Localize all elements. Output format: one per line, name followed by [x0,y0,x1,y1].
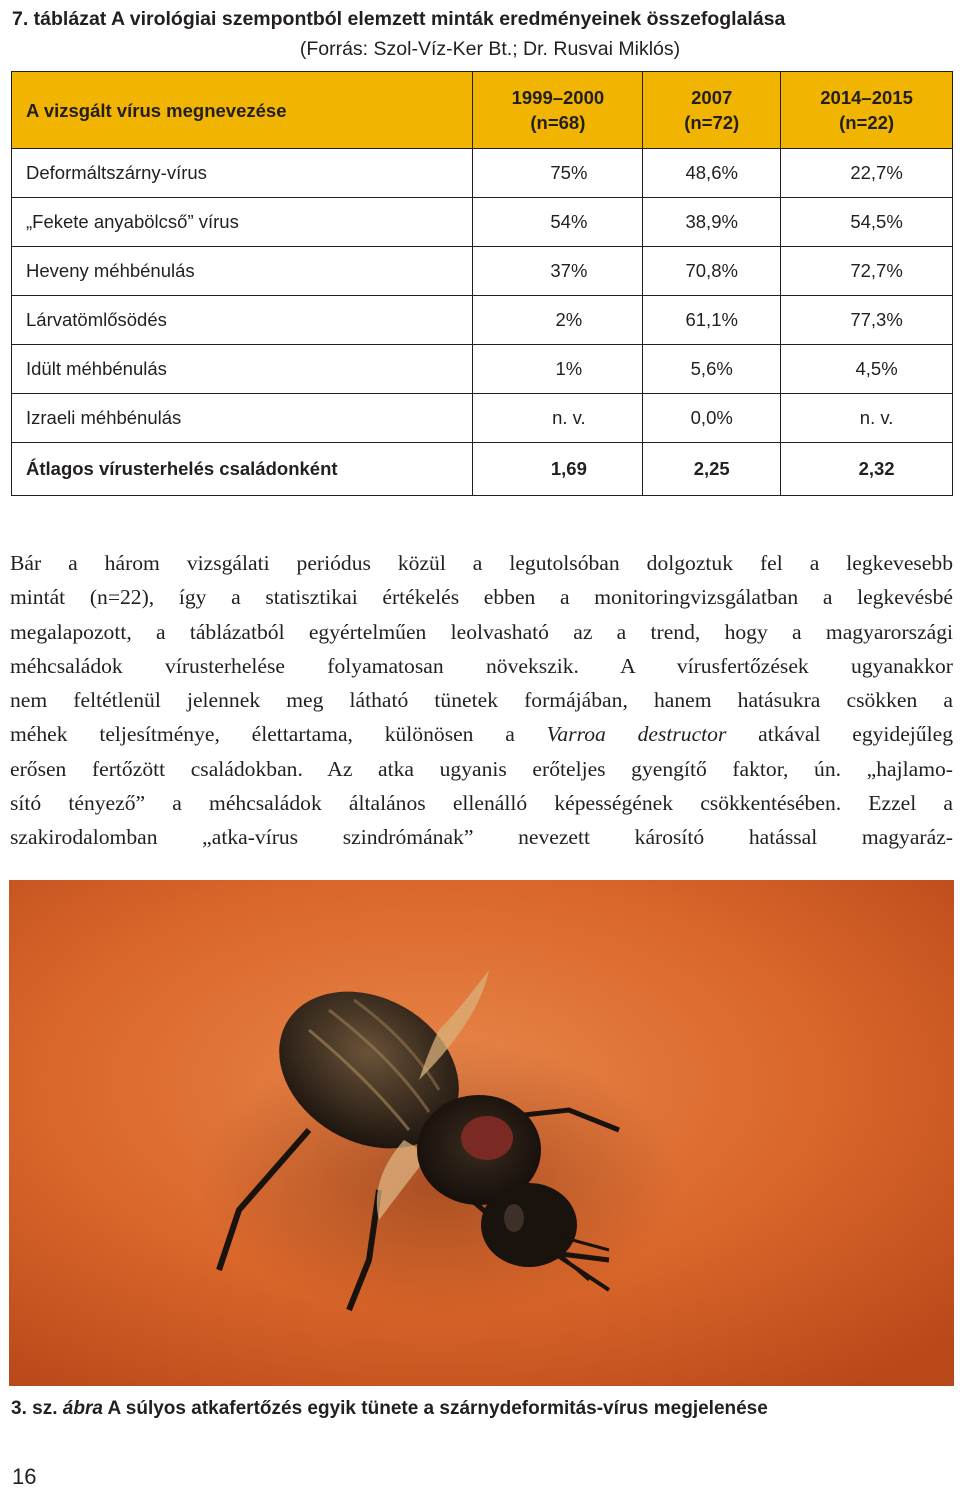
table-caption [12,4,952,64]
table-row [12,198,953,247]
row-value-period-3: 22,7% [781,149,953,198]
header-period-1 [473,72,643,149]
row-value-period-3: 2,32 [781,443,953,496]
body-paragraph [10,546,953,855]
table-caption-source: (Forrás: Szol-Víz-Ker Bt.; Dr. Rusvai Miklós) [299,38,681,60]
row-value-period-3: 77,3% [781,296,953,345]
row-value-period-1: 54% [473,198,643,247]
row-virus-name: „Fekete anyabölcső” vírus [12,198,473,247]
table-row [12,394,953,443]
row-value-period-3: 4,5% [781,345,953,394]
paragraph-line: megalapozott, a táblázatból egyértelműen leolvasható az a trend, hogy a magyarországi [10,619,953,644]
header-period-2 [643,72,781,149]
header-period-3 [781,72,953,149]
row-value-period-1: 37% [473,247,643,296]
row-value-period-1: 1% [473,345,643,394]
figure-caption [11,1398,768,1420]
header-period-2-n: (n=72) [684,112,740,133]
bee-photo [9,880,954,1386]
species-name: Varroa destructor [546,722,727,747]
table-row [12,247,953,296]
header-virus-name: A vizsgált vírus megnevezése [12,72,473,149]
row-virus-name: Lárvatömlősödés [12,296,473,345]
table-caption-title: 7. táblázat A virológiai szempontból elemzett minták eredményeinek összefoglalása [12,8,786,30]
row-virus-name: Izraeli méhbénulás [12,394,473,443]
row-value-period-2: 2,25 [643,443,781,496]
paragraph-line: szakirodalomban „atka-vírus szindrómának” nevezett károsító hatással magyaráz- [10,825,953,850]
page-number: 16 [12,1464,37,1489]
header-period-3-n: (n=22) [839,112,895,133]
paragraph-line: sító tényező” a méhcsaládok általános ellenálló képességének csökkentésében. Ezzel a [10,791,953,816]
virus-results-table [11,71,953,496]
paragraph-line: Bár a három vizsgálati periódus közül a legutolsóban dolgoztuk fel a legkevesebb [10,551,953,575]
header-period-2-years: 2007 [691,87,733,108]
row-value-period-1: 1,69 [473,443,643,496]
row-value-period-3: 54,5% [781,198,953,247]
figure-label: ábra [62,1398,103,1419]
row-value-period-2: 0,0% [643,394,781,443]
header-period-3-years: 2014–2015 [820,87,913,108]
paragraph-text: méhek teljesítménye, élettartama, különösen a [10,722,547,747]
row-value-period-2: 38,9% [643,198,781,247]
paragraph-line: erősen fertőzött családokban. Az atka ugyanis erőteljes gyengítő faktor, ún. „hajlamo- [10,756,953,781]
row-value-period-1: 2% [473,296,643,345]
row-virus-name: Heveny méhbénulás [12,247,473,296]
row-virus-name: Átlagos vírusterhelés családonként [12,443,473,496]
row-virus-name: Deformáltszárny-vírus [12,149,473,198]
paragraph-line: méhcsaládok vírusterhelése folyamatosan növekszik. A vírusfertőzések ugyanakkor [10,653,953,678]
bee-photo-icon [9,880,954,1386]
figure-caption-text: A súlyos atkafertőzés egyik tünete a szárnydeformitás-vírus megjelenése [107,1398,768,1419]
paragraph-text: atkával egyidejűleg [726,722,953,747]
row-value-period-3: 72,7% [781,247,953,296]
paragraph-line [10,717,953,751]
paragraph-line: nem feltétlenül jelennek meg látható tünetek formájában, hanem hatásukra csökken a [10,688,953,713]
row-value-period-2: 48,6% [643,149,781,198]
row-value-period-1: n. v. [473,394,643,443]
header-period-1-years: 1999–2000 [511,87,605,108]
row-value-period-3: n. v. [781,394,953,443]
row-value-period-2: 61,1% [643,296,781,345]
row-virus-name: Idült méhbénulás [12,345,473,394]
header-period-1-n: (n=68) [530,112,586,133]
table-row [12,345,953,394]
row-value-period-2: 5,6% [643,345,781,394]
table-row [12,149,953,198]
table-header-row [12,72,953,149]
table-row [12,296,953,345]
paragraph-line: mintát (n=22), így a statisztikai értékelés ebben a monitoringvizsgálatban a legkevésbé [10,585,953,610]
row-value-period-1: 75% [473,149,643,198]
figure-number: 3. sz. [11,1398,58,1419]
table-row-average [12,443,953,496]
row-value-period-2: 70,8% [643,247,781,296]
